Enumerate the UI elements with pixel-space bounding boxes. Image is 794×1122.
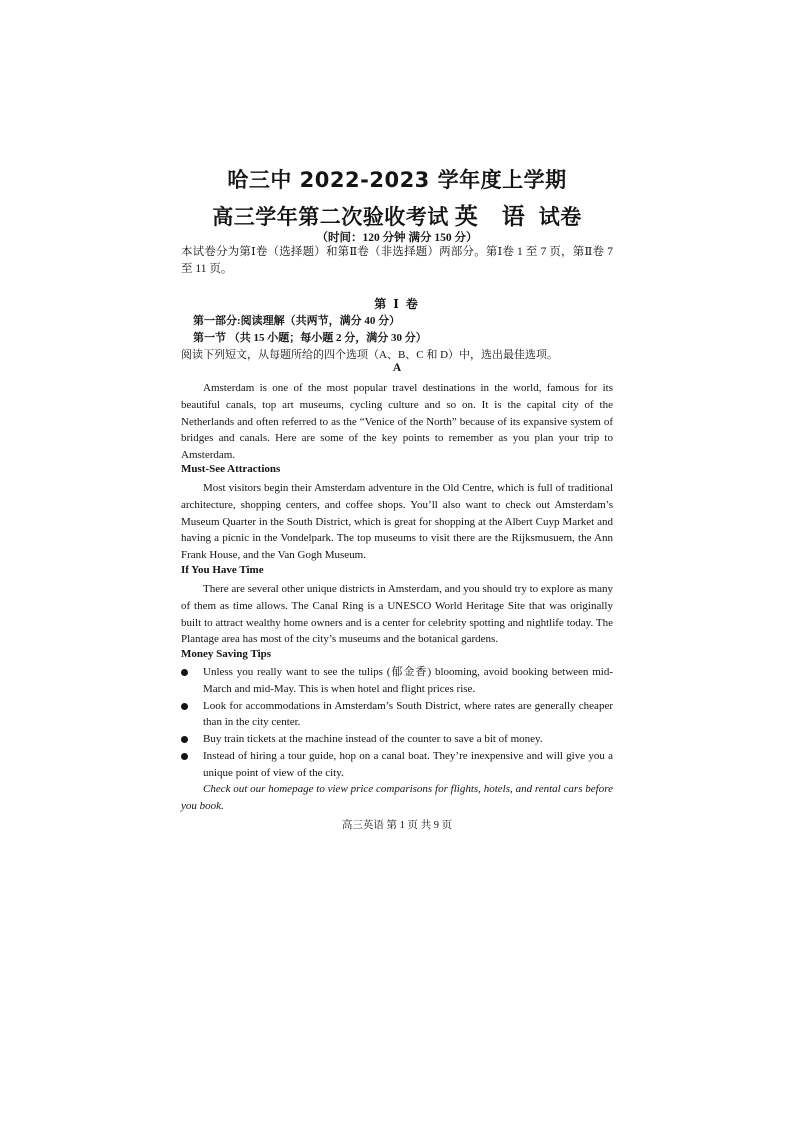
part1-heading: 第一部分:阅读理解（共两节，满分 40 分） (193, 315, 401, 327)
passage-paragraph-2 (181, 480, 613, 564)
bullet-icon (181, 753, 188, 760)
page-footer: 高三英语 第 1 页 共 9 页 (341, 820, 453, 831)
heading-must-see: Must-See Attractions (181, 463, 281, 475)
passage-paragraph-1 (181, 380, 613, 464)
title-subject: 英 语 (454, 203, 533, 230)
paragraph-text: Most visitors begin their Amsterdam adventure in the Old Centre, which is full of traditional architecture, shopping centers, and coffee shops. You’ll also want to check out Amsterdam’s Museum Quarter in the South District, which is great for shopping at the Albert Cuyp Market and having a picnic in the Vondelpark. The top museums to visit there are the Rijksmusuem, the Ann Frank House, and the Van Gogh Museum. (181, 482, 613, 562)
tip-text: Buy train tickets at the machine instead of the counter to save a bit of money. (203, 733, 543, 746)
title-prefix: 高三学年第二次验收考试 (212, 205, 449, 229)
heading-if-you-have-time: If You Have Time (181, 564, 264, 576)
reading-instruction: 阅读下列短文，从每题所给的四个选项（A、B、C 和 D）中，选出最佳选项。 (181, 349, 559, 361)
time-info: （时间：120 分钟 满分 150 分） (316, 232, 478, 244)
exam-title-line1: 哈三中 2022-2023 学年度上学期 (227, 168, 567, 192)
list-item (181, 698, 613, 732)
tip-text: Unless you really want to see the tulips (郁金香) blooming, avoid booking between mid-March and mid-May. This is when hotel and flight prices rise. (203, 666, 613, 695)
section1-heading: 第一节 （共 15 小题；每小题 2 分，满分 30 分） (193, 332, 427, 344)
bullet-icon (181, 669, 188, 676)
paragraph-text: Amsterdam is one of the most popular travel destinations in the world, famous for its beautiful canals, top art museums, cycling culture and so on. It is the capital city of the Netherlands and often referred to as the “Venice of the North” because of its expansive system of bridges and canals. Here are some of the key points to remember as you plan your trip to Amsterdam. (181, 382, 613, 462)
closing-text: Check out our homepage to view price comparisons for flights, hotels, and rental cars before you book. (181, 783, 613, 812)
exam-title-line2 (0, 198, 794, 231)
passage-paragraph-3 (181, 581, 613, 648)
bullet-icon (181, 736, 188, 743)
list-item (181, 664, 613, 698)
bullet-icon (181, 703, 188, 710)
list-item (181, 748, 613, 782)
intro-text: 本试卷分为第Ⅰ卷（选择题）和第Ⅱ卷（非选择题）两部分。第Ⅰ卷 1 至 7 页，第Ⅱ卷 7 至 11 页。 (181, 246, 613, 275)
title-suffix: 试卷 (538, 205, 582, 229)
heading-money-saving-tips: Money Saving Tips (181, 648, 272, 660)
passage-letter: A (392, 362, 402, 374)
tips-list (181, 664, 613, 782)
list-item (181, 731, 613, 748)
closing-note (181, 781, 613, 815)
tip-text: Instead of hiring a tour guide, hop on a canal boat. They’re inexpensive and will give you a unique point of view of the city. (203, 749, 613, 779)
volume-heading: 第 Ⅰ 卷 (374, 297, 420, 311)
tip-text: Look for accommodations in Amsterdam’s South District, where rates are generally cheaper than in the city center. (203, 699, 613, 729)
paragraph-text: There are several other unique districts in Amsterdam, and you should try to explore as many of them as time allows. The Canal Ring is a UNESCO World Heritage Site that was originally built to attract wealthy home owners and is a center for celebrity spotting and nightlife today. The Plantage area has most of the city’s museums and the botanical gardens. (181, 583, 613, 646)
